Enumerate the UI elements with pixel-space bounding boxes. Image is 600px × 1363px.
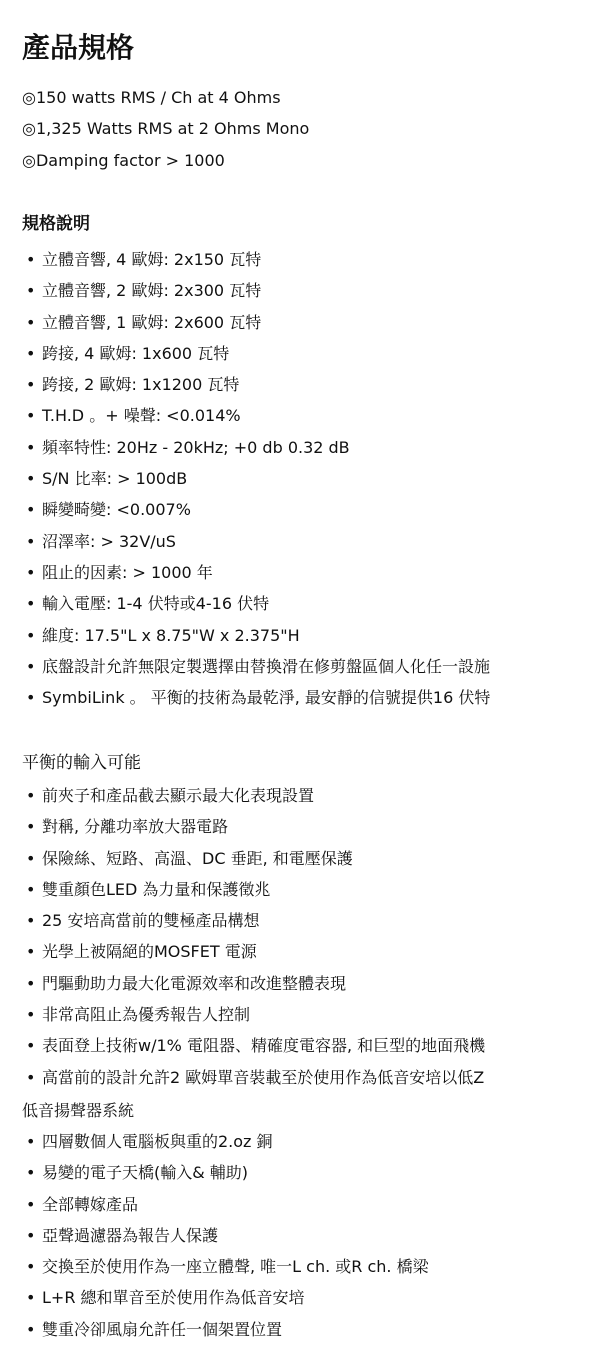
feature-line: ◎150 watts RMS / Ch at 4 Ohms (22, 88, 281, 107)
features-list (22, 780, 485, 1093)
list-item: • 非常高阻止為優秀報告人控制 (22, 999, 485, 1030)
feature-line: ◎Damping factor > 1000 (22, 151, 225, 170)
list-item: • 易變的電子天橋(輸入& 輔助) (22, 1157, 429, 1188)
list-item: • SymbiLink 。 平衡的技術為最乾淨, 最安靜的信號提供16 伏特 (22, 682, 490, 713)
list-item: • 瞬變畸變: <0.007% (22, 494, 490, 525)
list-item: • 對稱, 分離功率放大器電路 (22, 811, 485, 842)
list-item: • 底盤設計允許無限定製選擇由替換滑在修剪盤區個人化任一設施 (22, 651, 490, 682)
list-item: • T.H.D 。+ 噪聲: <0.014% (22, 400, 490, 431)
list-item: • S/N 比率: > 100dB (22, 463, 490, 494)
list-item: • 25 安培高當前的雙極產品構想 (22, 905, 485, 936)
list-item: • 前夾子和產品截去顯示最大化表現設置 (22, 780, 485, 811)
list-item: • 表面登上技術w/1% 電阻器、精確度電容器, 和巨型的地面飛機 (22, 1030, 485, 1061)
features-list-continued (22, 1126, 429, 1345)
spec-section-heading: 規格說明 (22, 214, 90, 234)
list-item-continuation: 低音揚聲器系統 (22, 1101, 135, 1120)
list-item: • 亞聲過濾器為報告人保護 (22, 1220, 429, 1251)
list-item: • 立體音響, 1 歐姆: 2x600 瓦特 (22, 307, 490, 338)
list-item: • 雙重顏色LED 為力量和保護徵兆 (22, 874, 485, 905)
list-item: • L+R 總和單音至於使用作為低音安培 (22, 1282, 429, 1313)
list-item: • 光學上被隔絕的MOSFET 電源 (22, 936, 485, 967)
list-item: • 四層數個人電腦板與重的2.oz 銅 (22, 1126, 429, 1157)
list-item: • 立體音響, 2 歐姆: 2x300 瓦特 (22, 275, 490, 306)
list-item: • 保險絲、短路、高溫、DC 垂距, 和電壓保護 (22, 843, 485, 874)
list-item: • 阻止的因素: > 1000 年 (22, 557, 490, 588)
features-section-heading: 平衡的輸入可能 (22, 753, 141, 773)
page-title: 產品規格 (22, 31, 135, 64)
list-item: • 全部轉嫁產品 (22, 1189, 429, 1220)
list-item: • 跨接, 4 歐姆: 1x600 瓦特 (22, 338, 490, 369)
feature-line: ◎1,325 Watts RMS at 2 Ohms Mono (22, 119, 310, 138)
list-item: • 維度: 17.5"L x 8.75"W x 2.375"H (22, 620, 490, 651)
list-item: • 跨接, 2 歐姆: 1x1200 瓦特 (22, 369, 490, 400)
list-item: • 立體音響, 4 歐姆: 2x150 瓦特 (22, 244, 490, 275)
list-item: • 門驅動助力最大化電源效率和改進整體表現 (22, 968, 485, 999)
list-item: • 頻率特性: 20Hz - 20kHz; +0 db 0.32 dB (22, 432, 490, 463)
list-item: • 高當前的設計允許2 歐姆單音裝載至於使用作為低音安培以低Z (22, 1062, 485, 1093)
list-item: • 交換至於使用作為一座立體聲, 唯一L ch. 或R ch. 橋梁 (22, 1251, 429, 1282)
list-item: • 輸入電壓: 1-4 伏特或4-16 伏特 (22, 588, 490, 619)
list-item: • 雙重冷卻風扇允許任一個架置位置 (22, 1314, 429, 1345)
spec-list (22, 244, 490, 713)
list-item: • 沼澤率: > 32V/uS (22, 526, 490, 557)
